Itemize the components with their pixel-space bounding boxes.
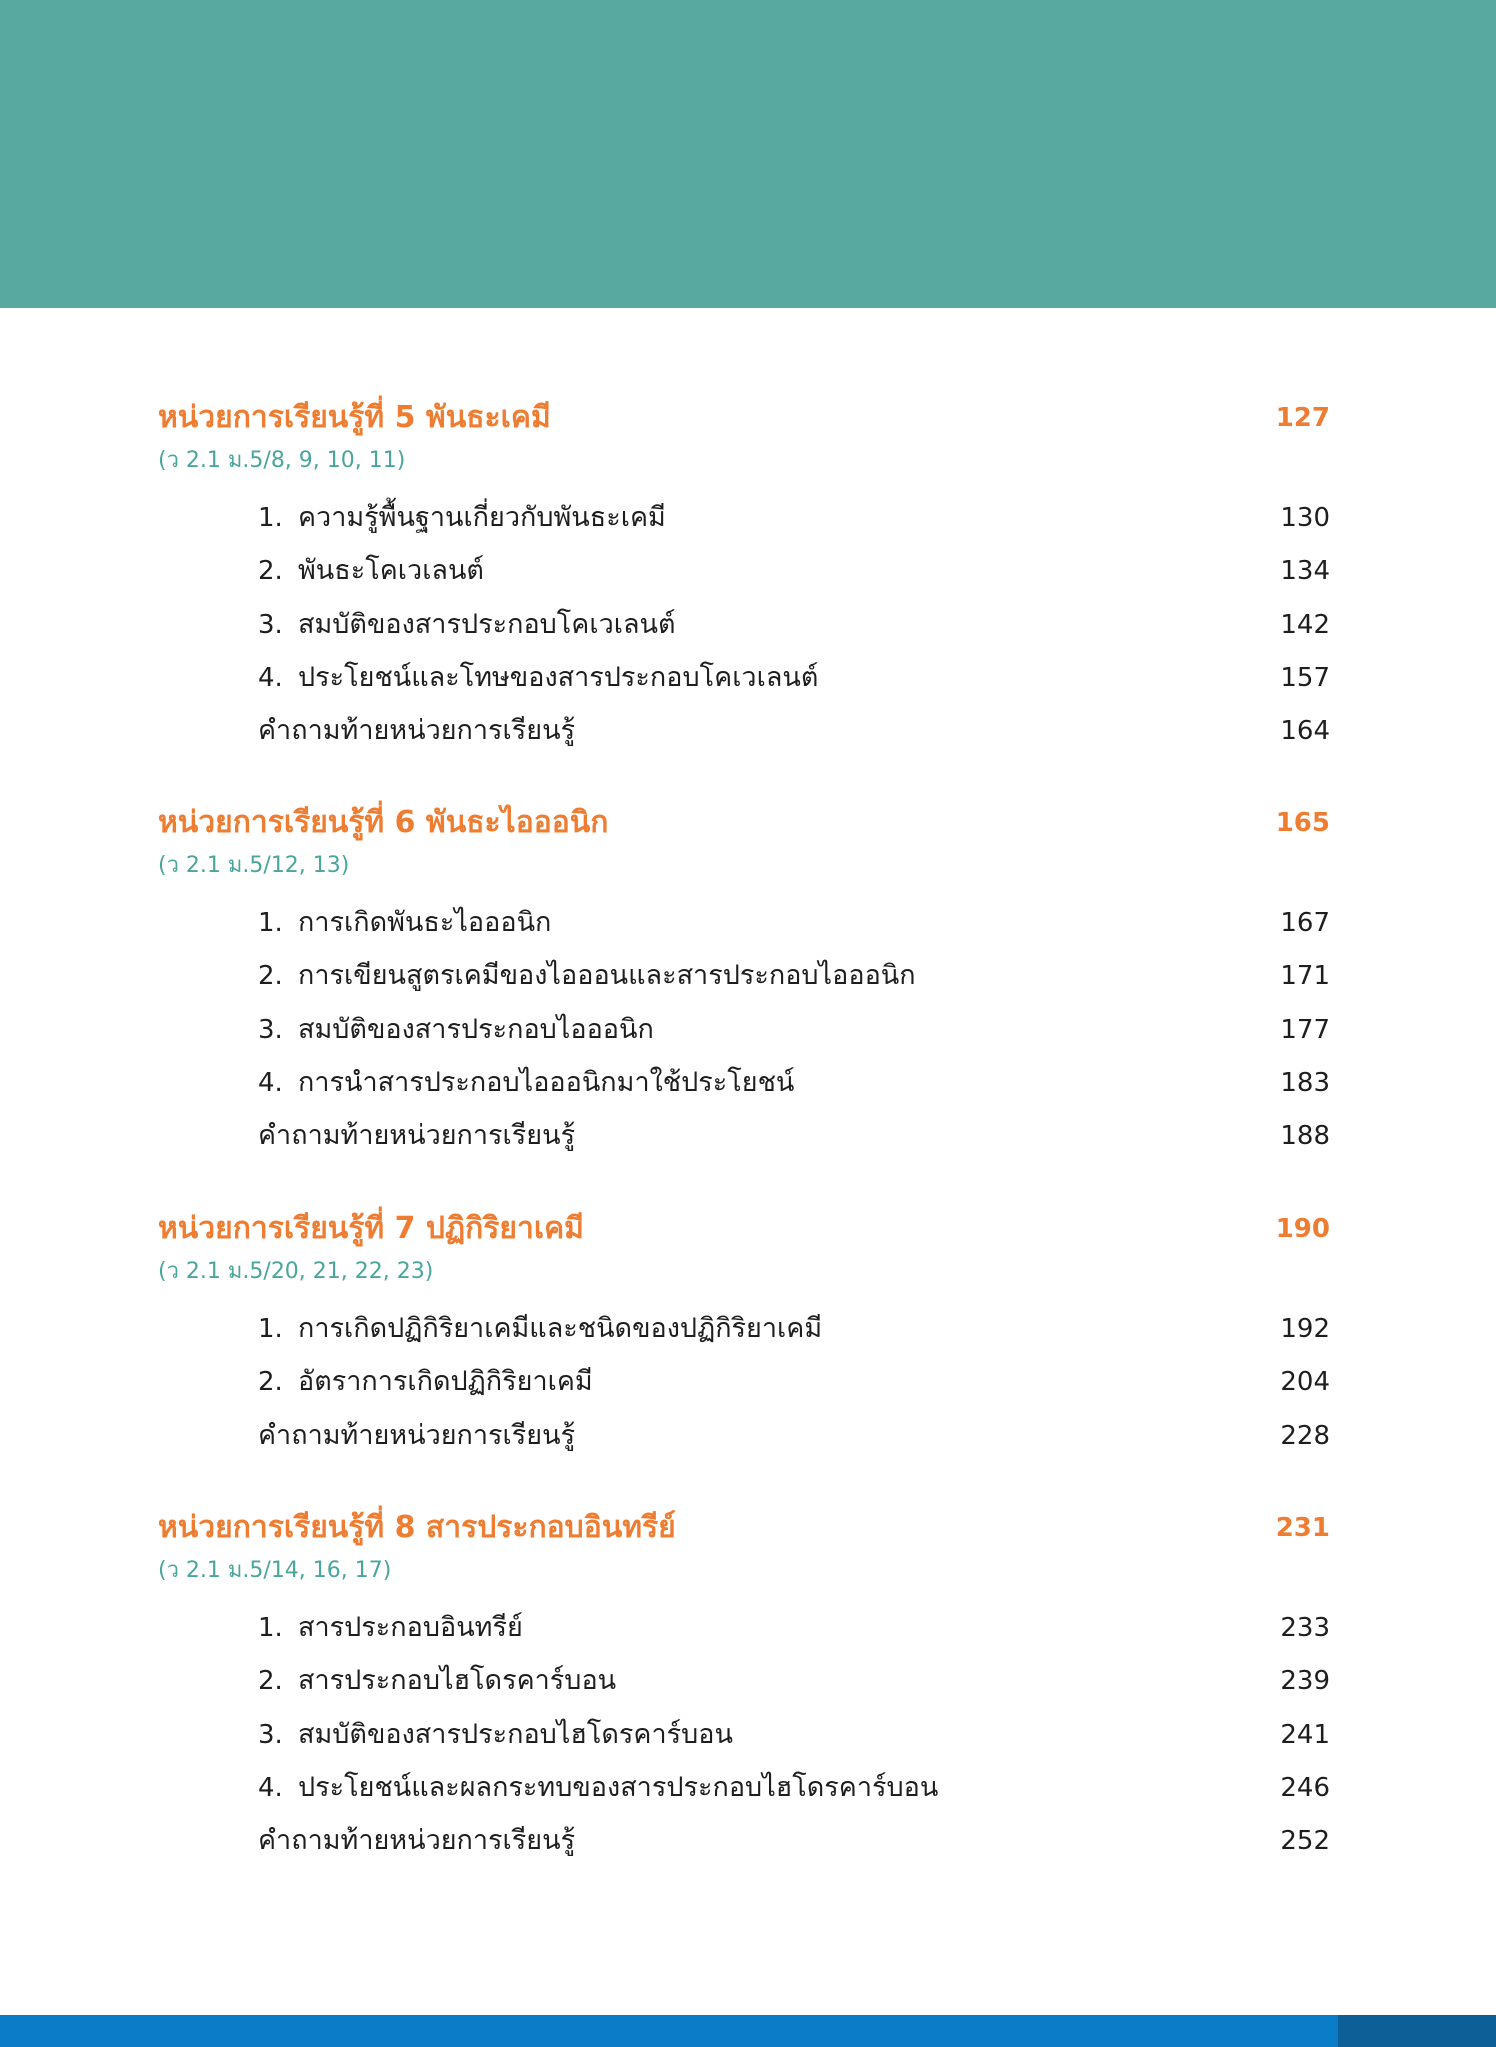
entry-label: ความรู้พื้นฐานเกี่ยวกับพันธะเคมี [298, 502, 666, 533]
entry-label: สารประกอบไฮโดรคาร์บอน [298, 1665, 617, 1697]
entry-page-number: 183 [1280, 1067, 1330, 1098]
footer-band [0, 2015, 1496, 2047]
entry-number: 2. [258, 961, 283, 992]
entry-page-number: 171 [1280, 961, 1330, 992]
entry-label: การเขียนสูตรเคมีของไอออนและสารประกอบไอออนิก [298, 960, 916, 992]
review-page-number: 252 [1280, 1826, 1330, 1857]
entry-page-number: 130 [1280, 503, 1330, 533]
entry-number: 3. [258, 1719, 283, 1750]
unit-page-number: 231 [1275, 1513, 1330, 1543]
toc-entry[interactable] [258, 1360, 1330, 1404]
entry-page-number: 134 [1280, 556, 1330, 587]
entry-label: อัตราการเกิดปฏิกิริยาเคมี [298, 1366, 593, 1398]
entry-label: พันธะโคเวเลนต์ [298, 555, 484, 587]
toc-entry-review[interactable] [258, 1819, 1330, 1863]
toc-entry[interactable] [258, 549, 1330, 593]
entry-page-number: 167 [1280, 908, 1330, 938]
entry-number: 1. [258, 503, 283, 533]
footer-accent [1338, 2015, 1496, 2047]
toc-entry-review[interactable] [258, 709, 1330, 753]
entry-label: ประโยชน์และโทษของสารประกอบโคเวเลนต์ [298, 661, 819, 693]
toc-entry[interactable] [258, 1713, 1330, 1757]
unit-page-number: 165 [1275, 808, 1330, 838]
entry-number: 2. [258, 556, 283, 587]
entry-page-number: 177 [1280, 1014, 1330, 1045]
unit-standard-code: (ว 2.1 ม.5/20, 21, 22, 23) [158, 1259, 434, 1284]
entry-page-number: 233 [1280, 1613, 1330, 1643]
toc-entry[interactable] [258, 496, 1330, 540]
entry-number: 1. [258, 1613, 283, 1643]
unit-page-number: 127 [1275, 403, 1330, 433]
entry-page-number: 204 [1280, 1367, 1330, 1398]
toc-entry[interactable] [258, 1606, 1330, 1650]
entry-number: 4. [258, 1772, 283, 1803]
entry-number: 4. [258, 662, 283, 693]
toc-entry[interactable] [258, 1307, 1330, 1351]
unit-title-row[interactable] [158, 801, 1330, 845]
entry-number: 2. [258, 1666, 283, 1697]
entry-label: การเกิดปฏิกิริยาเคมีและชนิดของปฏิกิริยาเคมี [298, 1313, 823, 1344]
unit-title: หน่วยการเรียนรู้ที่ 8 สารประกอบอินทรีย์ [158, 1510, 676, 1545]
entry-label: สารประกอบอินทรีย์ [298, 1612, 523, 1643]
toc-entry-review[interactable] [258, 1114, 1330, 1158]
entry-number: 4. [258, 1067, 283, 1098]
entry-label: สมบัติของสารประกอบโคเวเลนต์ [298, 608, 676, 640]
toc-entry[interactable] [258, 1061, 1330, 1105]
toc-entry[interactable] [258, 901, 1330, 945]
unit-title: หน่วยการเรียนรู้ที่ 7 ปฏิกิริยาเคมี [158, 1211, 584, 1246]
review-page-number: 228 [1280, 1420, 1330, 1451]
entry-number: 1. [258, 908, 283, 938]
unit-page-number: 190 [1275, 1214, 1330, 1244]
entry-number: 1. [258, 1314, 283, 1344]
entry-page-number: 246 [1280, 1772, 1330, 1803]
unit-standard-code: (ว 2.1 ม.5/8, 9, 10, 11) [158, 448, 406, 473]
entry-label: สมบัติของสารประกอบไอออนิก [298, 1013, 654, 1045]
unit-title-row[interactable] [158, 396, 1330, 440]
toc-entry[interactable] [258, 1008, 1330, 1052]
entry-page-number: 241 [1280, 1719, 1330, 1750]
entry-number: 2. [258, 1367, 283, 1398]
review-label: คำถามท้ายหน่วยการเรียนรู้ [258, 1825, 576, 1857]
toc-entry[interactable] [258, 954, 1330, 998]
unit-title-row[interactable] [158, 1207, 1330, 1251]
unit-standard-code: (ว 2.1 ม.5/14, 16, 17) [158, 1558, 392, 1583]
entry-label: การเกิดพันธะไอออนิก [298, 907, 552, 938]
unit-title: หน่วยการเรียนรู้ที่ 5 พันธะเคมี [158, 400, 551, 435]
toc-entry[interactable] [258, 1766, 1330, 1810]
unit-standard-code: (ว 2.1 ม.5/12, 13) [158, 853, 350, 878]
header-band [0, 0, 1496, 308]
entry-label: การนำสารประกอบไอออนิกมาใช้ประโยชน์ [298, 1066, 795, 1098]
entry-page-number: 192 [1280, 1314, 1330, 1344]
review-page-number: 164 [1280, 716, 1330, 747]
toc-entry-review[interactable] [258, 1414, 1330, 1458]
toc-entry[interactable] [258, 603, 1330, 647]
entry-number: 3. [258, 1014, 283, 1045]
review-label: คำถามท้ายหน่วยการเรียนรู้ [258, 1120, 576, 1152]
entry-page-number: 142 [1280, 609, 1330, 640]
review-label: คำถามท้ายหน่วยการเรียนรู้ [258, 715, 576, 747]
unit-title-row[interactable] [158, 1506, 1330, 1550]
entry-number: 3. [258, 609, 283, 640]
toc-entry[interactable] [258, 1659, 1330, 1703]
entry-page-number: 157 [1280, 662, 1330, 693]
entry-page-number: 239 [1280, 1666, 1330, 1697]
entry-label: ประโยชน์และผลกระทบของสารประกอบไฮโดรคาร์บอน [298, 1771, 939, 1803]
entry-label: สมบัติของสารประกอบไฮโดรคาร์บอน [298, 1718, 733, 1750]
review-page-number: 188 [1280, 1121, 1330, 1152]
toc-entry[interactable] [258, 656, 1330, 700]
unit-title: หน่วยการเรียนรู้ที่ 6 พันธะไอออนิก [158, 805, 609, 840]
review-label: คำถามท้ายหน่วยการเรียนรู้ [258, 1419, 576, 1451]
